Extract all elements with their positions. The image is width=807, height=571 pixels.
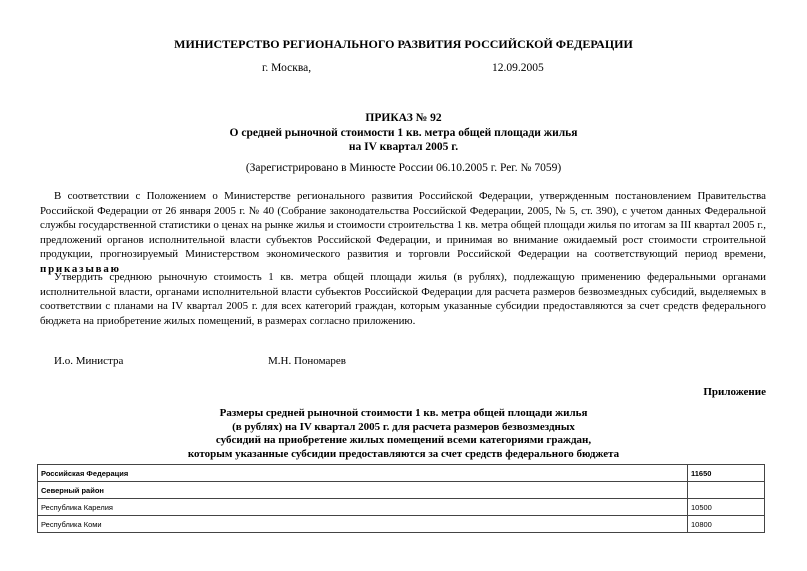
region-cell: Республика Карелия [38,499,688,516]
ministry-name: МИНИСТЕРСТВО РЕГИОНАЛЬНОГО РАЗВИТИЯ РОССИЙСКОЙ ФЕДЕРАЦИИ [174,37,633,51]
order-city: г. Москва, [262,62,312,74]
table-row [38,482,765,499]
order-emphasis: приказываю [40,262,121,275]
order-heading [0,111,807,155]
table-row [38,465,765,482]
order-date: 12.09.2005 [492,62,544,74]
order-number: ПРИКАЗ № 92 [365,112,442,124]
preamble-text: В соответствии с Положением о Министерстве регионального развития Российской Федерации, утвержденным постановлением Правительства Российской Федерации от 26 января 2005 г. № 40 (Собрание законодательства Российской Федерации, 2005, № 5, ст. 390), с учетом данных Федеральной службы государственной статистики о ценах на рынке жилья и стоимости строительства 1 кв. метра общей площади жилья по итогам за III квартал 2005 г., предложений органов исполнительной власти субъектов Российской Федерации, и принимая во внимание ожидаемый рост стоимости строительной продукции, прогнозируемый Министерством экономического развития и торговли Российской Федерации на соответствующий период времени, [40,190,766,261]
price-cell [688,482,765,499]
appendix-title-line1: Размеры средней рыночной стоимости 1 кв. метра общей площади жилья [219,407,588,419]
region-cell: Российская Федерация [38,465,688,482]
registration-note: (Зарегистрировано в Минюсте России 06.10.2005 г. Рег. № 7059) [245,162,562,174]
preamble-paragraph [40,189,766,277]
order-title-line1: О средней рыночной стоимости 1 кв. метра общей площади жилья [229,126,578,139]
order-title-line2: на IV квартал 2005 г. [348,141,459,153]
appendix-title-line2: (в рублях) на IV квартал 2005 г. для расчета размеров безвозмездных [232,420,575,433]
price-table [37,464,765,533]
appendix-title-line4: которым указанные субсидии предоставляются за счет средств федерального бюджета [187,447,620,460]
table-row [38,516,765,533]
appendix-title [0,407,807,461]
appendix-title-line3: субсидий на приобретение жилых помещений всеми категориями граждан, [215,434,592,447]
appendix-label: Приложение [703,386,766,398]
price-cell: 10800 [688,516,765,533]
region-cell: Северный район [38,482,688,499]
signatory-name: М.Н. Пономарев [268,355,346,367]
table-row [38,499,765,516]
resolution-paragraph: Утвердить среднюю рыночную стоимость 1 кв. метра общей площади жилья (в рублях), подлежащую применению федеральными органами исполнительной власти, органами исполнительной власти субъектов Российской Федерации для расчета размеров безвозмездных субсидий, выделяемых в соответствии с планами на IV квартал 2005 г. для всех категорий граждан, которым указанные субсидии предоставляются за счет средств федерального бюджета на приобретение жилых помещений, в размерах согласно приложению. [40,271,766,327]
signatory-position: И.о. Министра [54,355,124,367]
region-cell: Республика Коми [38,516,688,533]
price-cell: 11650 [688,465,765,482]
price-cell: 10500 [688,499,765,516]
